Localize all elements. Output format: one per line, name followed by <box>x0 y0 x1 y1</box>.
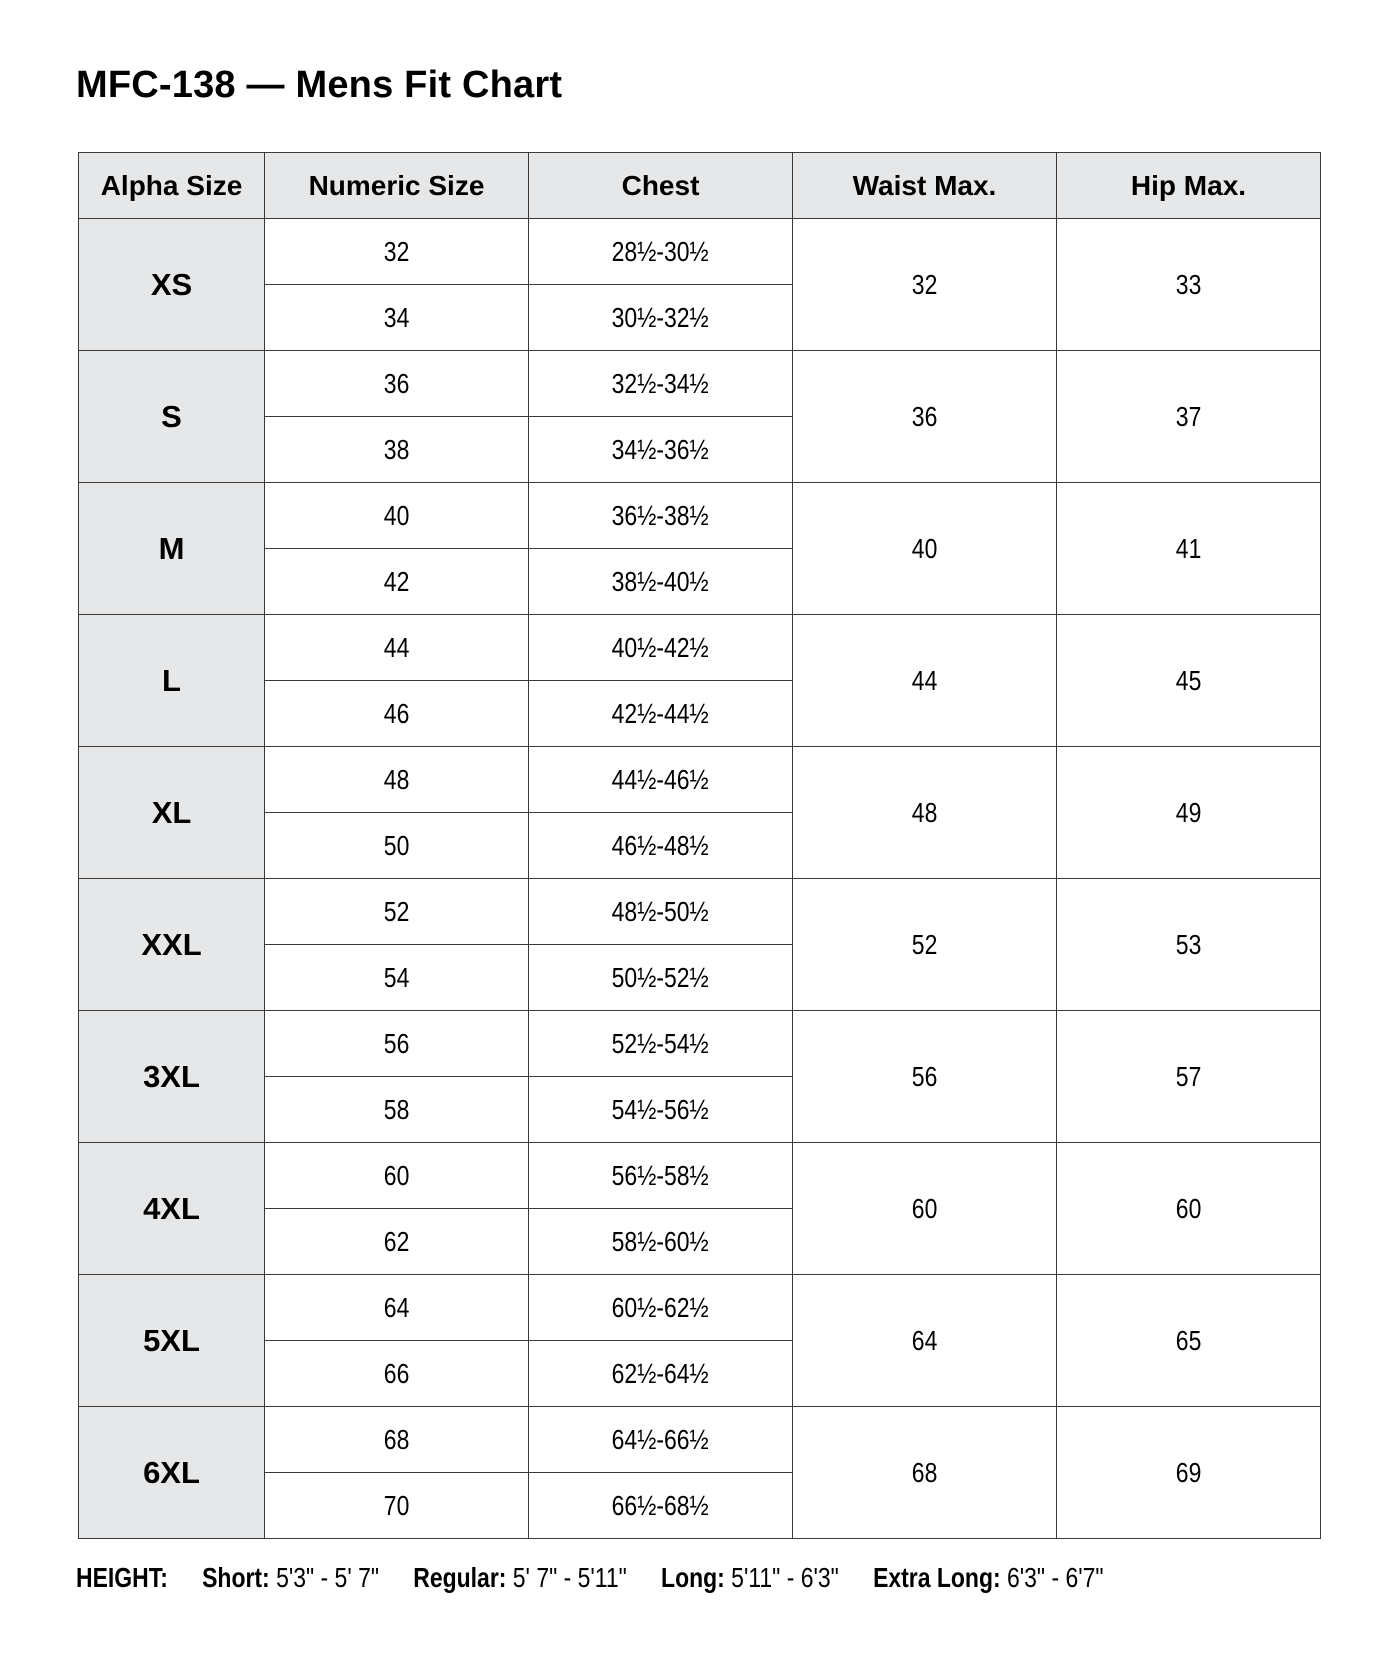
numeric-size-cell <box>265 1275 529 1341</box>
chest-value: 64½-66½ <box>611 1423 710 1455</box>
chest-cell <box>529 1473 793 1539</box>
numeric-size-value: 62 <box>383 1225 410 1257</box>
table-row <box>79 483 1321 549</box>
header-hip-max: Hip Max. <box>1057 153 1321 219</box>
waist-max-cell <box>793 1275 1057 1407</box>
numeric-size-value: 46 <box>383 697 410 729</box>
height-short-name: Short: <box>202 1562 270 1593</box>
hip-max-value: 49 <box>1175 796 1202 828</box>
numeric-size-cell <box>265 417 529 483</box>
height-short <box>202 1562 379 1593</box>
numeric-size-cell <box>265 1341 529 1407</box>
chest-value: 28½-30½ <box>611 235 710 267</box>
table-row <box>79 615 1321 681</box>
waist-max-cell <box>793 219 1057 351</box>
numeric-size-value: 64 <box>383 1291 410 1323</box>
hip-max-cell <box>1057 1407 1321 1539</box>
waist-max-value: 68 <box>911 1456 938 1488</box>
chest-cell <box>529 1407 793 1473</box>
chest-cell <box>529 681 793 747</box>
chest-cell <box>529 417 793 483</box>
chest-cell <box>529 1143 793 1209</box>
chest-value: 46½-48½ <box>611 829 710 861</box>
chest-value: 58½-60½ <box>611 1225 710 1257</box>
chest-cell <box>529 813 793 879</box>
height-regular-range: 5' 7" - 5'11" <box>512 1562 627 1593</box>
numeric-size-cell <box>265 1143 529 1209</box>
height-regular <box>413 1562 627 1593</box>
waist-max-value: 36 <box>911 400 938 432</box>
chest-value: 40½-42½ <box>611 631 710 663</box>
chest-cell <box>529 945 793 1011</box>
header-alpha-size: Alpha Size <box>79 153 265 219</box>
numeric-size-value: 32 <box>383 235 410 267</box>
chest-value: 42½-44½ <box>611 697 710 729</box>
chest-cell <box>529 747 793 813</box>
numeric-size-cell <box>265 351 529 417</box>
numeric-size-cell <box>265 615 529 681</box>
chest-value: 56½-58½ <box>611 1159 710 1191</box>
numeric-size-cell <box>265 681 529 747</box>
numeric-size-cell <box>265 1011 529 1077</box>
hip-max-cell <box>1057 1143 1321 1275</box>
height-legend <box>76 1562 1131 1594</box>
height-long-range: 5'11" - 6'3" <box>731 1562 839 1593</box>
numeric-size-value: 60 <box>383 1159 410 1191</box>
hip-max-value: 33 <box>1175 268 1202 300</box>
table-row <box>79 1275 1321 1341</box>
waist-max-cell <box>793 1407 1057 1539</box>
waist-max-cell <box>793 351 1057 483</box>
table-row <box>79 1143 1321 1209</box>
numeric-size-cell <box>265 1209 529 1275</box>
chest-value: 60½-62½ <box>611 1291 710 1323</box>
waist-max-cell <box>793 615 1057 747</box>
alpha-size-cell: L <box>79 615 265 747</box>
table-header-row <box>79 153 1321 219</box>
numeric-size-cell <box>265 945 529 1011</box>
chest-cell <box>529 1011 793 1077</box>
alpha-size-cell: M <box>79 483 265 615</box>
table-row <box>79 219 1321 285</box>
chest-cell <box>529 1341 793 1407</box>
alpha-size-cell: 5XL <box>79 1275 265 1407</box>
chest-cell <box>529 879 793 945</box>
numeric-size-value: 70 <box>383 1489 410 1521</box>
numeric-size-cell <box>265 1407 529 1473</box>
hip-max-cell <box>1057 219 1321 351</box>
hip-max-value: 45 <box>1175 664 1202 696</box>
header-chest: Chest <box>529 153 793 219</box>
numeric-size-cell <box>265 285 529 351</box>
hip-max-cell <box>1057 1011 1321 1143</box>
numeric-size-value: 54 <box>383 961 410 993</box>
header-waist-max: Waist Max. <box>793 153 1057 219</box>
hip-max-value: 37 <box>1175 400 1202 432</box>
fit-chart-table <box>78 152 1321 1539</box>
waist-max-value: 44 <box>911 664 938 696</box>
numeric-size-value: 44 <box>383 631 410 663</box>
alpha-size-cell: S <box>79 351 265 483</box>
height-extra-long <box>873 1562 1103 1593</box>
numeric-size-value: 34 <box>383 301 410 333</box>
height-long <box>661 1562 839 1593</box>
waist-max-cell <box>793 1011 1057 1143</box>
page-title: MFC-138 — Mens Fit Chart <box>76 64 563 106</box>
waist-max-cell <box>793 879 1057 1011</box>
chest-value: 38½-40½ <box>611 565 710 597</box>
waist-max-cell <box>793 483 1057 615</box>
numeric-size-value: 36 <box>383 367 410 399</box>
chest-cell <box>529 549 793 615</box>
numeric-size-value: 42 <box>383 565 410 597</box>
alpha-size-cell: 4XL <box>79 1143 265 1275</box>
numeric-size-cell <box>265 813 529 879</box>
numeric-size-cell <box>265 1077 529 1143</box>
table-row <box>79 879 1321 945</box>
waist-max-value: 40 <box>911 532 938 564</box>
numeric-size-cell <box>265 483 529 549</box>
alpha-size-cell: 3XL <box>79 1011 265 1143</box>
height-label: HEIGHT: <box>76 1562 168 1593</box>
table-row <box>79 1011 1321 1077</box>
hip-max-value: 65 <box>1175 1324 1202 1356</box>
numeric-size-value: 38 <box>383 433 410 465</box>
chest-cell <box>529 615 793 681</box>
numeric-size-value: 56 <box>383 1027 410 1059</box>
hip-max-value: 60 <box>1175 1192 1202 1224</box>
chest-value: 36½-38½ <box>611 499 710 531</box>
hip-max-cell <box>1057 483 1321 615</box>
table-row <box>79 1407 1321 1473</box>
numeric-size-cell <box>265 1473 529 1539</box>
chest-value: 62½-64½ <box>611 1357 710 1389</box>
alpha-size-cell: XS <box>79 219 265 351</box>
numeric-size-value: 58 <box>383 1093 410 1125</box>
hip-max-value: 41 <box>1175 532 1202 564</box>
chest-cell <box>529 483 793 549</box>
alpha-size-cell: XXL <box>79 879 265 1011</box>
numeric-size-value: 40 <box>383 499 410 531</box>
waist-max-value: 32 <box>911 268 938 300</box>
chest-value: 34½-36½ <box>611 433 710 465</box>
numeric-size-value: 48 <box>383 763 410 795</box>
numeric-size-value: 68 <box>383 1423 410 1455</box>
chest-value: 48½-50½ <box>611 895 710 927</box>
numeric-size-cell <box>265 879 529 945</box>
hip-max-cell <box>1057 747 1321 879</box>
chest-value: 30½-32½ <box>611 301 710 333</box>
hip-max-value: 57 <box>1175 1060 1202 1092</box>
height-extra-long-range: 6'3" - 6'7" <box>1007 1562 1104 1593</box>
chest-value: 66½-68½ <box>611 1489 710 1521</box>
chest-value: 54½-56½ <box>611 1093 710 1125</box>
height-extra-long-name: Extra Long: <box>873 1562 1001 1593</box>
waist-max-value: 60 <box>911 1192 938 1224</box>
chest-cell <box>529 1077 793 1143</box>
chest-value: 50½-52½ <box>611 961 710 993</box>
chest-cell <box>529 285 793 351</box>
waist-max-value: 64 <box>911 1324 938 1356</box>
chest-value: 32½-34½ <box>611 367 710 399</box>
waist-max-value: 52 <box>911 928 938 960</box>
waist-max-cell <box>793 747 1057 879</box>
hip-max-cell <box>1057 879 1321 1011</box>
chest-value: 52½-54½ <box>611 1027 710 1059</box>
waist-max-cell <box>793 1143 1057 1275</box>
numeric-size-value: 50 <box>383 829 410 861</box>
alpha-size-cell: 6XL <box>79 1407 265 1539</box>
height-long-name: Long: <box>661 1562 725 1593</box>
chest-cell <box>529 219 793 285</box>
table-body <box>79 219 1321 1539</box>
numeric-size-cell <box>265 549 529 615</box>
hip-max-value: 69 <box>1175 1456 1202 1488</box>
header-numeric-size: Numeric Size <box>265 153 529 219</box>
table-row <box>79 351 1321 417</box>
hip-max-cell <box>1057 1275 1321 1407</box>
chest-cell <box>529 351 793 417</box>
alpha-size-cell: XL <box>79 747 265 879</box>
chest-value: 44½-46½ <box>611 763 710 795</box>
numeric-size-value: 66 <box>383 1357 410 1389</box>
chest-cell <box>529 1275 793 1341</box>
hip-max-value: 53 <box>1175 928 1202 960</box>
table-row <box>79 747 1321 813</box>
hip-max-cell <box>1057 351 1321 483</box>
waist-max-value: 48 <box>911 796 938 828</box>
height-short-range: 5'3" - 5' 7" <box>276 1562 380 1593</box>
numeric-size-cell <box>265 219 529 285</box>
hip-max-cell <box>1057 615 1321 747</box>
waist-max-value: 56 <box>911 1060 938 1092</box>
height-regular-name: Regular: <box>413 1562 507 1593</box>
numeric-size-cell <box>265 747 529 813</box>
numeric-size-value: 52 <box>383 895 410 927</box>
chest-cell <box>529 1209 793 1275</box>
